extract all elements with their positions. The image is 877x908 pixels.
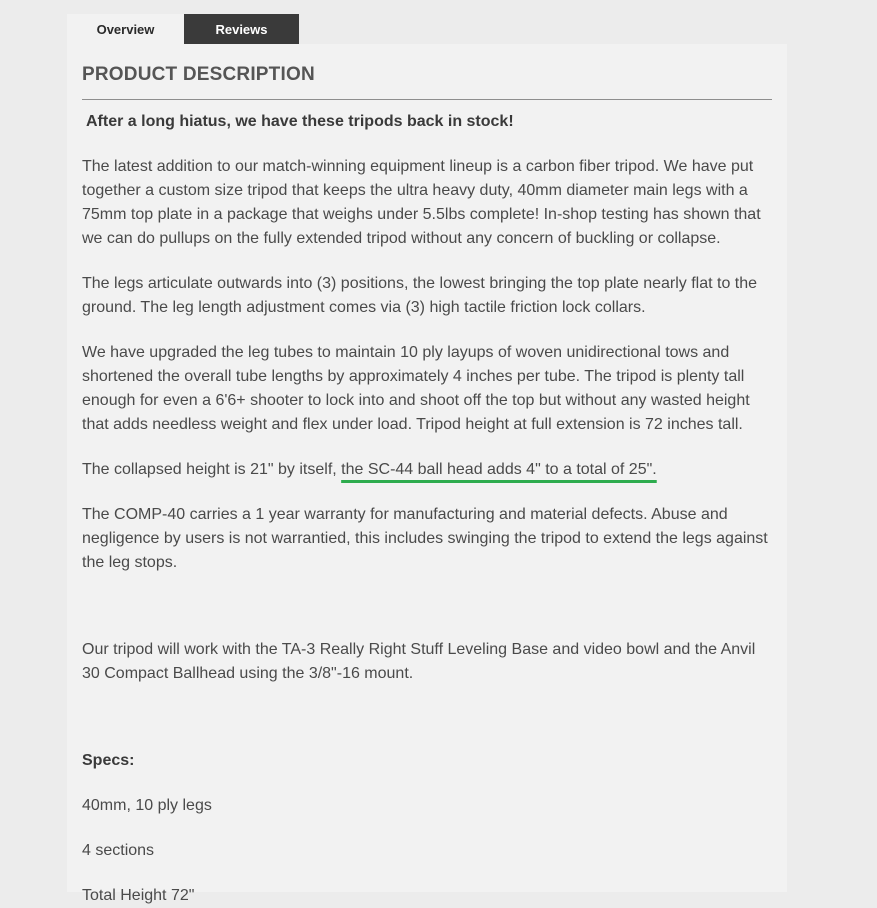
ballhead-height-highlight: the SC-44 ball head adds 4" to a total of 25". — [341, 461, 657, 478]
spec-item: Total Height 72" — [82, 887, 195, 904]
paragraph-collapsed-height — [82, 458, 772, 482]
specs-heading: Specs: — [82, 752, 135, 769]
section-title: PRODUCT DESCRIPTION — [82, 64, 315, 85]
paragraph-tubes: We have upgraded the leg tubes to maintain 10 ply layups of woven unidirectional tows and shortened the overall tube lengths by approximately 4 inches per tube. The tripod is plenty tall enough for even a 6'6+ shooter to lock into and shoot off the top but without any wasted height that adds needless weight and flex under load. Tripod height at full extension is 72 inches tall. — [82, 344, 750, 433]
spec-item: 4 sections — [82, 842, 155, 859]
paragraph-lineup: The latest addition to our match-winning equipment lineup is a carbon fiber tripod. We have put together a custom size tripod that keeps the ultra heavy duty, 40mm diameter main legs with a 75mm top plate in a package that weighs under 5.5lbs complete! In-shop testing has shown that we can do pullups on the fully extended tripod without any concern of buckling or collapse. — [82, 158, 761, 247]
tab-overview[interactable]: Overview — [67, 14, 184, 44]
spec-item: 40mm, 10 ply legs — [82, 797, 212, 814]
title-divider — [82, 99, 772, 100]
intro-text: After a long hiatus, we have these tripods back in stock! — [86, 113, 514, 130]
paragraph-compatibility: Our tripod will work with the TA-3 Really Right Stuff Leveling Base and video bowl and the Anvil 30 Compact Ballhead using the 3/8"-16 mount. — [82, 641, 756, 682]
overview-panel — [67, 44, 787, 904]
product-tabs — [67, 14, 299, 44]
tab-reviews[interactable]: Reviews — [184, 14, 299, 44]
paragraph-warranty: The COMP-40 carries a 1 year warranty for manufacturing and material defects. Abuse and negligence by users is not warrantied, this includes swinging the tripod to extend the legs against the leg stops. — [82, 506, 768, 571]
collapsed-height-text: The collapsed height is 21" by itself, — [82, 461, 342, 478]
paragraph-legs: The legs articulate outwards into (3) positions, the lowest bringing the top plate nearly flat to the ground. The leg length adjustment comes via (3) high tactile friction lock collars. — [82, 275, 758, 316]
